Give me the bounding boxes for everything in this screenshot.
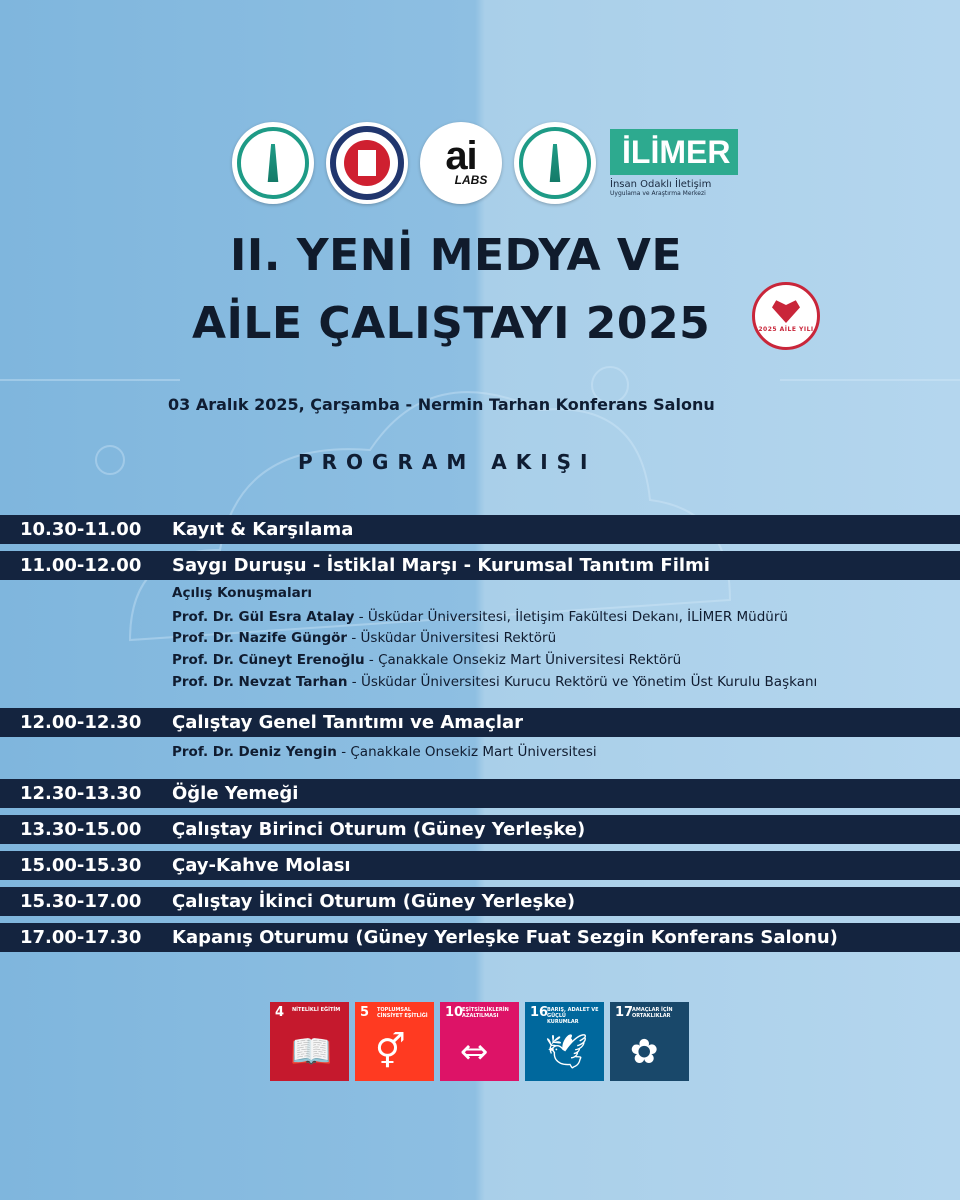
- ilimer-subtitle-2: Uygulama ve Araştırma Merkezi: [610, 190, 706, 197]
- schedule-row: [0, 515, 960, 544]
- speaker-line: [172, 674, 817, 690]
- sdg-card: [525, 1002, 604, 1081]
- schedule-time: 11.00-12.00: [20, 555, 142, 576]
- schedule-label: Saygı Duruşu - İstiklal Marşı - Kurumsal Tanıtım Filmi: [172, 555, 710, 576]
- ai-labs-ai-text: ai: [445, 134, 477, 178]
- schedule-label: Öğle Yemeği: [172, 783, 299, 804]
- sdg-card: [270, 1002, 349, 1081]
- speaker-name: Prof. Dr. Deniz Yengin: [172, 744, 337, 760]
- sdg-card: [440, 1002, 519, 1081]
- schedule-label: Çay-Kahve Molası: [172, 855, 351, 876]
- speaker-line: [172, 744, 597, 760]
- speaker-name: Prof. Dr. Gül Esra Atalay: [172, 609, 355, 625]
- speaker-name: Prof. Dr. Nevzat Tarhan: [172, 674, 348, 690]
- sdg-card: [355, 1002, 434, 1081]
- gender-icon: ⚥: [375, 1032, 406, 1072]
- sdg-goals-row: [270, 1002, 695, 1081]
- speaker-line: [172, 652, 681, 668]
- schedule-time: 15.30-17.00: [20, 891, 142, 912]
- schedule-row: [0, 708, 960, 737]
- schedule-time: 17.00-17.30: [20, 927, 142, 948]
- schedule-label: Kapanış Oturumu (Güney Yerleşke Fuat Sezgin Konferans Salonu): [172, 927, 838, 948]
- speaker-line: [172, 609, 788, 625]
- sdg-number: 4: [275, 1005, 285, 1020]
- schedule-label: Çalıştay Birinci Oturum (Güney Yerleşke): [172, 819, 586, 840]
- sdg-text: EŞİTSİZLİKLERİN AZALTILMASI: [462, 1007, 509, 1019]
- sdg-number: 17: [615, 1005, 634, 1020]
- sdg-text: AMAÇLAR İÇİN ORTAKLIKLAR: [632, 1007, 673, 1019]
- program-heading: PROGRAM AKIŞI: [298, 450, 597, 474]
- ilimer-subtitle: İnsan Odaklı İletişim: [610, 179, 712, 190]
- dove-icon: 🕊: [545, 1032, 589, 1072]
- schedule-label: Kayıt & Karşılama: [172, 519, 354, 540]
- schedule-time: 12.30-13.30: [20, 783, 142, 804]
- heart-icon: [772, 299, 800, 323]
- speaker-role: - Üsküdar Üniversitesi Kurucu Rektörü ve Yönetim Üst Kurulu Başkanı: [347, 674, 818, 690]
- schedule-label: Çalıştay İkinci Oturum (Güney Yerleşke): [172, 891, 576, 912]
- schedule-time: 10.30-11.00: [20, 519, 142, 540]
- family-year-text: 2025 AİLE YILI: [758, 326, 814, 333]
- logo-row: [232, 120, 738, 206]
- schedule-row: [0, 851, 960, 880]
- ilimer-name: İLİMER: [610, 129, 738, 175]
- schedule-row: [0, 815, 960, 844]
- ai-labs-logo: [420, 122, 502, 204]
- speaker-name: Prof. Dr. Cüneyt Erenoğlu: [172, 652, 365, 668]
- schedule-row: [0, 779, 960, 808]
- partnership-icon: ✿: [630, 1032, 659, 1072]
- speaker-role: - Çanakkale Onsekiz Mart Üniversitesi Rektörü: [364, 652, 682, 668]
- book-icon: 📖: [290, 1032, 333, 1072]
- family-year-badge: [752, 282, 820, 350]
- schedule-label: Çalıştay Genel Tanıtımı ve Amaçlar: [172, 712, 524, 733]
- sdg-text: BARIŞ, ADALET VE GÜÇLÜ KURUMLAR: [547, 1007, 599, 1025]
- sdg-text: NİTELİKLİ EĞİTİM: [292, 1007, 341, 1013]
- speaker-line: [172, 630, 556, 646]
- sdg-text: TOPLUMSAL CİNSİYET EŞİTLİĞİ: [377, 1007, 428, 1019]
- comu-university-logo: [326, 122, 408, 204]
- opening-speeches-heading: Açılış Konuşmaları: [172, 585, 313, 601]
- schedule-time: 12.00-12.30: [20, 712, 142, 733]
- schedule-time: 15.00-15.30: [20, 855, 142, 876]
- schedule-row: [0, 887, 960, 916]
- event-date-venue: 03 Aralık 2025, Çarşamba - Nermin Tarhan Konferans Salonu: [168, 395, 715, 414]
- ilimer-logo: [610, 129, 738, 197]
- uskudar-university-logo-2: [514, 122, 596, 204]
- speaker-role: - Üsküdar Üniversitesi Rektörü: [347, 630, 557, 646]
- speaker-name: Prof. Dr. Nazife Güngör: [172, 630, 348, 646]
- sdg-number: 16: [530, 1005, 549, 1020]
- event-title-line-1: II. YENİ MEDYA VE: [230, 230, 683, 281]
- uskudar-university-logo: [232, 122, 314, 204]
- sdg-number: 10: [445, 1005, 464, 1020]
- sdg-card: [610, 1002, 689, 1081]
- schedule-row: [0, 551, 960, 580]
- schedule-row: [0, 923, 960, 952]
- ai-labs-labs-text: LABS: [454, 173, 488, 187]
- sdg-number: 5: [360, 1005, 370, 1020]
- equality-icon: ⇔: [460, 1032, 489, 1072]
- schedule-time: 13.30-15.00: [20, 819, 142, 840]
- speaker-role: - Çanakkale Onsekiz Mart Üniversitesi: [336, 744, 597, 760]
- speaker-role: - Üsküdar Üniversitesi, İletişim Fakültesi Dekanı, İLİMER Müdürü: [354, 609, 788, 625]
- event-title-line-2: AİLE ÇALIŞTAYI 2025: [192, 298, 711, 349]
